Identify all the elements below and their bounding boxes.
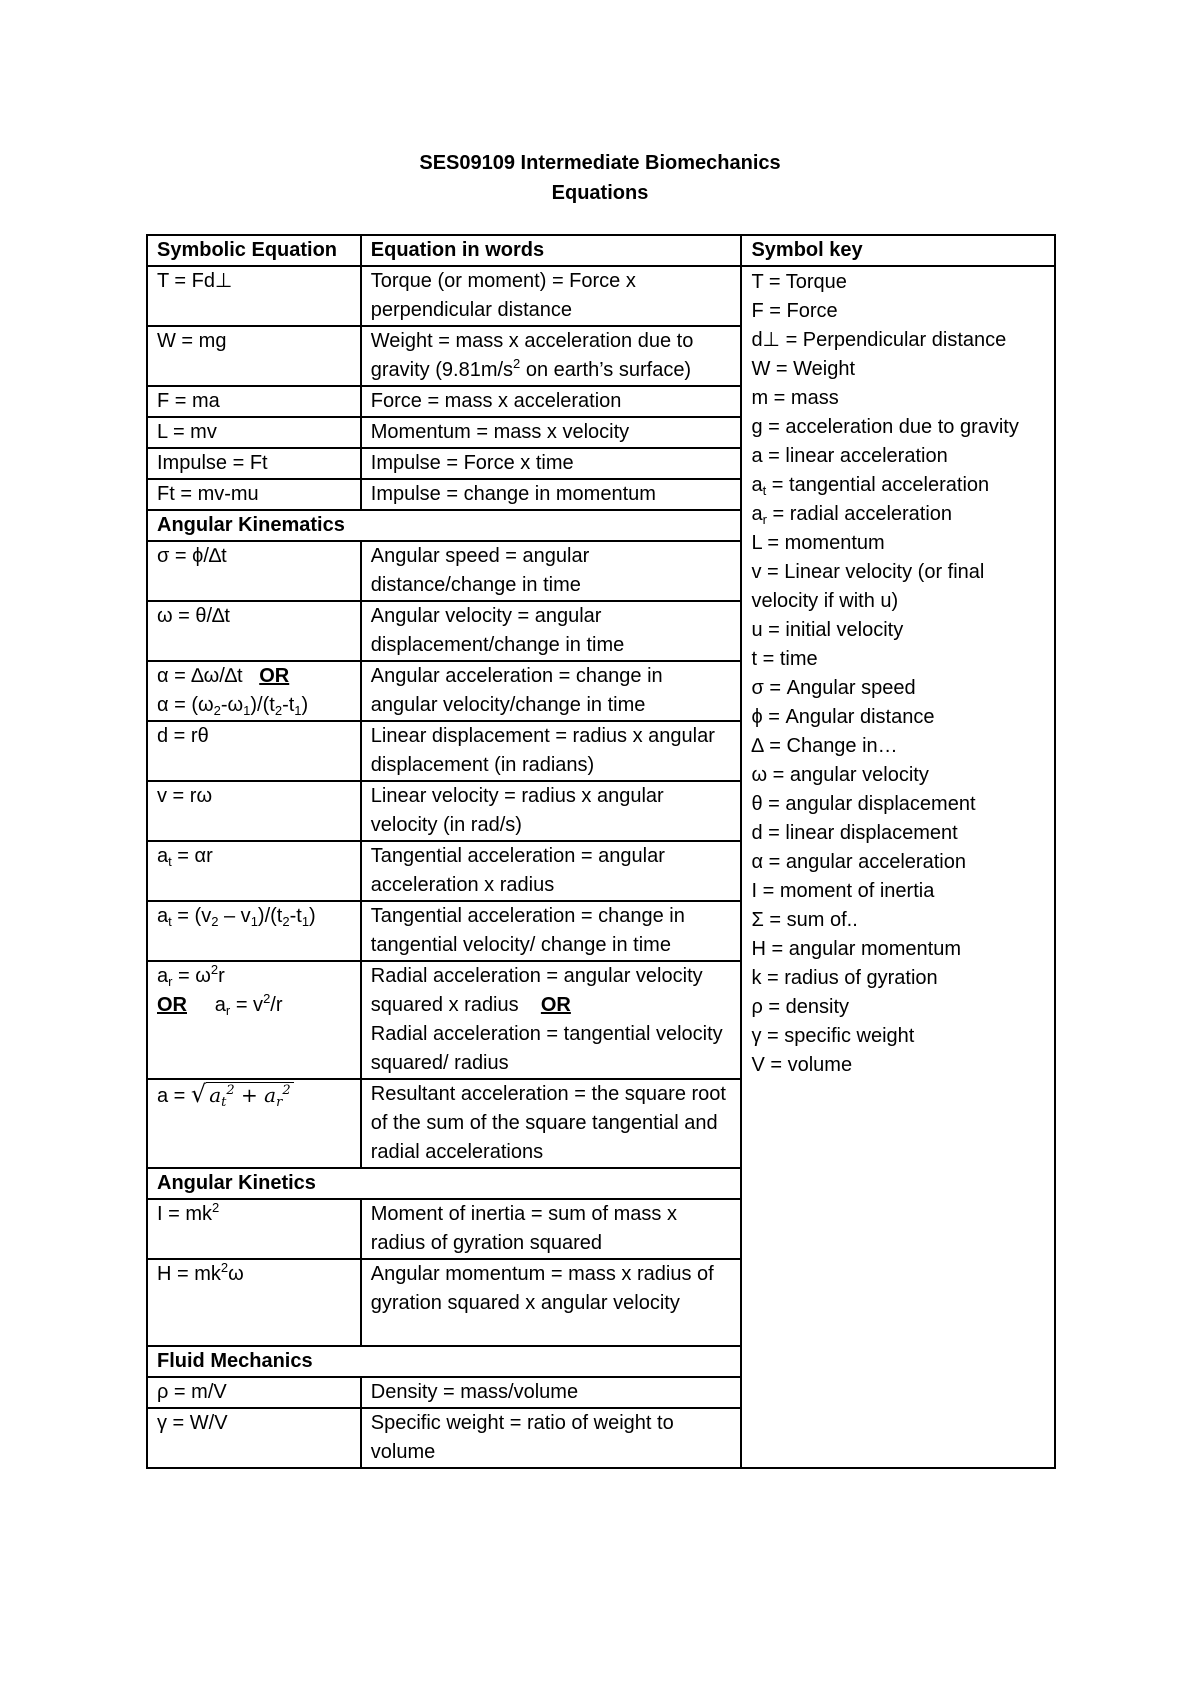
symbol-text: a	[157, 845, 169, 867]
symbol-text: a	[157, 965, 169, 987]
words-cell: Linear displacement = radius x angular displacement (in radians)	[361, 721, 742, 781]
key-item: d⊥ = Perpendicular distance	[751, 329, 1007, 351]
radical-sign: √	[190, 1080, 207, 1108]
symbol-text: -t	[289, 905, 302, 927]
subscript: r	[225, 1003, 231, 1018]
symbol-text: ω	[228, 1263, 244, 1285]
key-item	[751, 500, 1045, 529]
subscript: 2	[274, 703, 283, 718]
symbol-text: a	[209, 1083, 222, 1107]
key-item: g = acceleration due to gravity	[751, 416, 1019, 438]
square-root-expression	[190, 1080, 294, 1110]
superscript: 2	[263, 991, 271, 1006]
symbol-text: r	[218, 965, 225, 987]
key-symbol: a	[751, 503, 763, 525]
subscript: t	[168, 914, 172, 929]
words-cell: Impulse = Force x time	[361, 448, 742, 479]
superscript: 2	[282, 1083, 291, 1098]
words-text: Radial acceleration = tangential velocity squared/ radius	[370, 1023, 723, 1074]
symbol-text: = v	[230, 994, 264, 1016]
table-header-row	[147, 235, 1055, 266]
words-cell: Momentum = mass x velocity	[361, 417, 742, 448]
words-cell	[361, 326, 742, 386]
key-item: t = time	[751, 648, 818, 670]
key-item	[751, 471, 1045, 500]
symbolic-cell: v = rω	[147, 781, 361, 841]
key-subscript: t	[762, 483, 767, 498]
words-cell: Specific weight = ratio of weight to volume	[361, 1408, 742, 1468]
key-item: I = moment of inertia	[751, 880, 935, 902]
words-cell	[361, 961, 742, 1079]
words-cell: Density = mass/volume	[361, 1377, 742, 1408]
symbol-text: I = mk	[157, 1203, 213, 1225]
words-cell: Tangential acceleration = angular acceleration x radius	[361, 841, 742, 901]
words-cell: Angular momentum = mass x radius of gyration squared x angular velocity	[361, 1259, 742, 1346]
subscript: 1	[250, 914, 258, 929]
superscript: 2	[513, 356, 521, 371]
title-line: SES09109 Intermediate Biomechanics	[419, 152, 781, 174]
header-words: Equation in words	[361, 235, 742, 266]
key-item: θ = angular displacement	[751, 793, 976, 815]
key-item: Σ = sum of..	[751, 909, 858, 931]
key-item: k = radius of gyration	[751, 967, 938, 989]
symbolic-cell: ρ = m/V	[147, 1377, 361, 1408]
symbol-text: -ω	[220, 694, 244, 716]
words-cell: Force = mass x acceleration	[361, 386, 742, 417]
symbol-text: -t	[282, 694, 295, 716]
symbol-text: = ω	[172, 965, 211, 987]
symbol-line	[157, 691, 351, 720]
symbol-text: a	[157, 905, 169, 927]
symbolic-cell	[147, 1259, 361, 1346]
key-item: L = momentum	[751, 532, 885, 554]
symbolic-cell	[147, 841, 361, 901]
section-angular-kinetics: Angular Kinetics	[147, 1168, 741, 1199]
superscript: 2	[210, 962, 219, 977]
subscript: 1	[243, 703, 251, 718]
key-item: α = angular acceleration	[751, 851, 966, 873]
words-cell: Torque (or moment) = Force x perpendicular distance	[361, 266, 742, 326]
subscript: 1	[301, 914, 310, 929]
subtitle-line: Equations	[551, 182, 649, 204]
symbol-text: /r	[270, 994, 283, 1016]
key-item: H = angular momentum	[751, 938, 962, 960]
words-cell: Resultant acceleration = the square root of the sum of the square tangential and radial accelerations	[361, 1079, 742, 1168]
symbolic-cell	[147, 1199, 361, 1259]
symbol-text: a	[264, 1083, 277, 1107]
words-cell: Impulse = change in momentum	[361, 479, 742, 510]
symbol-line	[157, 991, 351, 1020]
symbolic-cell: W = mg	[147, 326, 361, 386]
subscript: r	[276, 1095, 283, 1110]
key-item: ∆ = Change in…	[751, 735, 898, 757]
key-symbol: a	[751, 474, 763, 496]
key-item: a = linear acceleration	[751, 445, 948, 467]
subscript: 2	[282, 914, 290, 929]
symbol-text: +	[234, 1083, 265, 1107]
symbol-text: a =	[157, 1085, 191, 1107]
symbolic-cell	[147, 1079, 361, 1168]
symbol-text: a	[214, 994, 226, 1016]
symbol-text: α = ∆ω/∆t	[157, 665, 243, 687]
symbol-text: = (v	[171, 905, 212, 927]
subscript: t	[221, 1095, 227, 1110]
subscript: 1	[294, 703, 302, 718]
symbolic-cell: L = mv	[147, 417, 361, 448]
symbol-line	[157, 662, 351, 691]
words-cell: Angular speed = angular distance/change in time	[361, 541, 742, 601]
symbolic-cell: F = ma	[147, 386, 361, 417]
subscript: 2	[211, 914, 219, 929]
key-item: v = Linear velocity (or final velocity if with u)	[751, 561, 985, 612]
superscript: 2	[212, 1200, 220, 1215]
document-title	[0, 148, 1200, 208]
key-item: W = Weight	[751, 358, 856, 380]
table-row	[147, 266, 1055, 326]
section-angular-kinematics: Angular Kinematics	[147, 510, 741, 541]
symbol-text: H = mk	[157, 1263, 221, 1285]
key-text: = tangential acceleration	[766, 474, 990, 496]
header-symbolic: Symbolic Equation	[147, 235, 361, 266]
key-item: F = Force	[751, 300, 838, 322]
key-text: = radial acceleration	[766, 503, 953, 525]
symbol-text: )	[309, 905, 316, 927]
symbolic-cell	[147, 961, 361, 1079]
symbol-text: )/(t	[257, 905, 283, 927]
or-label: OR	[157, 994, 187, 1016]
subscript: 2	[213, 703, 221, 718]
symbolic-cell	[147, 661, 361, 721]
key-item: V = volume	[751, 1054, 853, 1076]
symbol-key-cell	[741, 266, 1055, 1468]
key-item: T = Torque	[751, 271, 847, 293]
subscript: r	[168, 974, 173, 989]
key-item: ϕ = Angular distance	[751, 706, 935, 728]
radicand	[206, 1082, 293, 1110]
subscript: t	[168, 854, 172, 869]
header-symbol-key: Symbol key	[741, 235, 1055, 266]
key-item: ρ = density	[751, 996, 850, 1018]
words-text: Radial acceleration = angular velocity squared x radius	[370, 965, 703, 1016]
symbol-text: – v	[218, 905, 251, 927]
symbolic-cell: Impulse = Ft	[147, 448, 361, 479]
symbolic-cell: ω = θ/∆t	[147, 601, 361, 661]
words-text: Weight = mass x acceleration due to gravity (9.81m/s	[370, 330, 694, 381]
or-label: OR	[540, 994, 571, 1016]
symbol-text: )/(t	[250, 694, 275, 716]
words-text: on earth’s surface)	[520, 359, 692, 381]
key-item: σ = Angular speed	[751, 677, 916, 699]
symbolic-cell: γ = W/V	[147, 1408, 361, 1468]
symbolic-cell: T = Fd⊥	[147, 266, 361, 326]
key-item: ω = angular velocity	[751, 764, 929, 786]
words-cell: Tangential acceleration = change in tangential velocity/ change in time	[361, 901, 742, 961]
symbol-text: )	[301, 694, 309, 716]
key-item: d = linear displacement	[751, 822, 958, 844]
symbol-text: α = (ω	[157, 694, 214, 716]
superscript: 2	[220, 1260, 229, 1275]
key-item: γ = specific weight	[751, 1025, 915, 1047]
symbol-line	[157, 962, 351, 991]
symbolic-cell	[147, 901, 361, 961]
key-item: u = initial velocity	[751, 619, 904, 641]
symbol-text: = αr	[171, 845, 213, 867]
words-cell: Moment of inertia = sum of mass x radius of gyration squared	[361, 1199, 742, 1259]
words-cell: Angular acceleration = change in angular velocity/change in time	[361, 661, 742, 721]
superscript: 2	[226, 1083, 235, 1098]
or-label: OR	[259, 665, 290, 687]
symbolic-cell: σ = ϕ/∆t	[147, 541, 361, 601]
symbolic-cell: Ft = mv-mu	[147, 479, 361, 510]
section-fluid-mechanics: Fluid Mechanics	[147, 1346, 741, 1377]
words-cell: Linear velocity = radius x angular velocity (in rad/s)	[361, 781, 742, 841]
words-cell: Angular velocity = angular displacement/change in time	[361, 601, 742, 661]
equations-table	[146, 234, 1056, 1469]
key-subscript: r	[762, 512, 767, 527]
symbolic-cell: d = rθ	[147, 721, 361, 781]
key-item: m = mass	[751, 387, 839, 409]
